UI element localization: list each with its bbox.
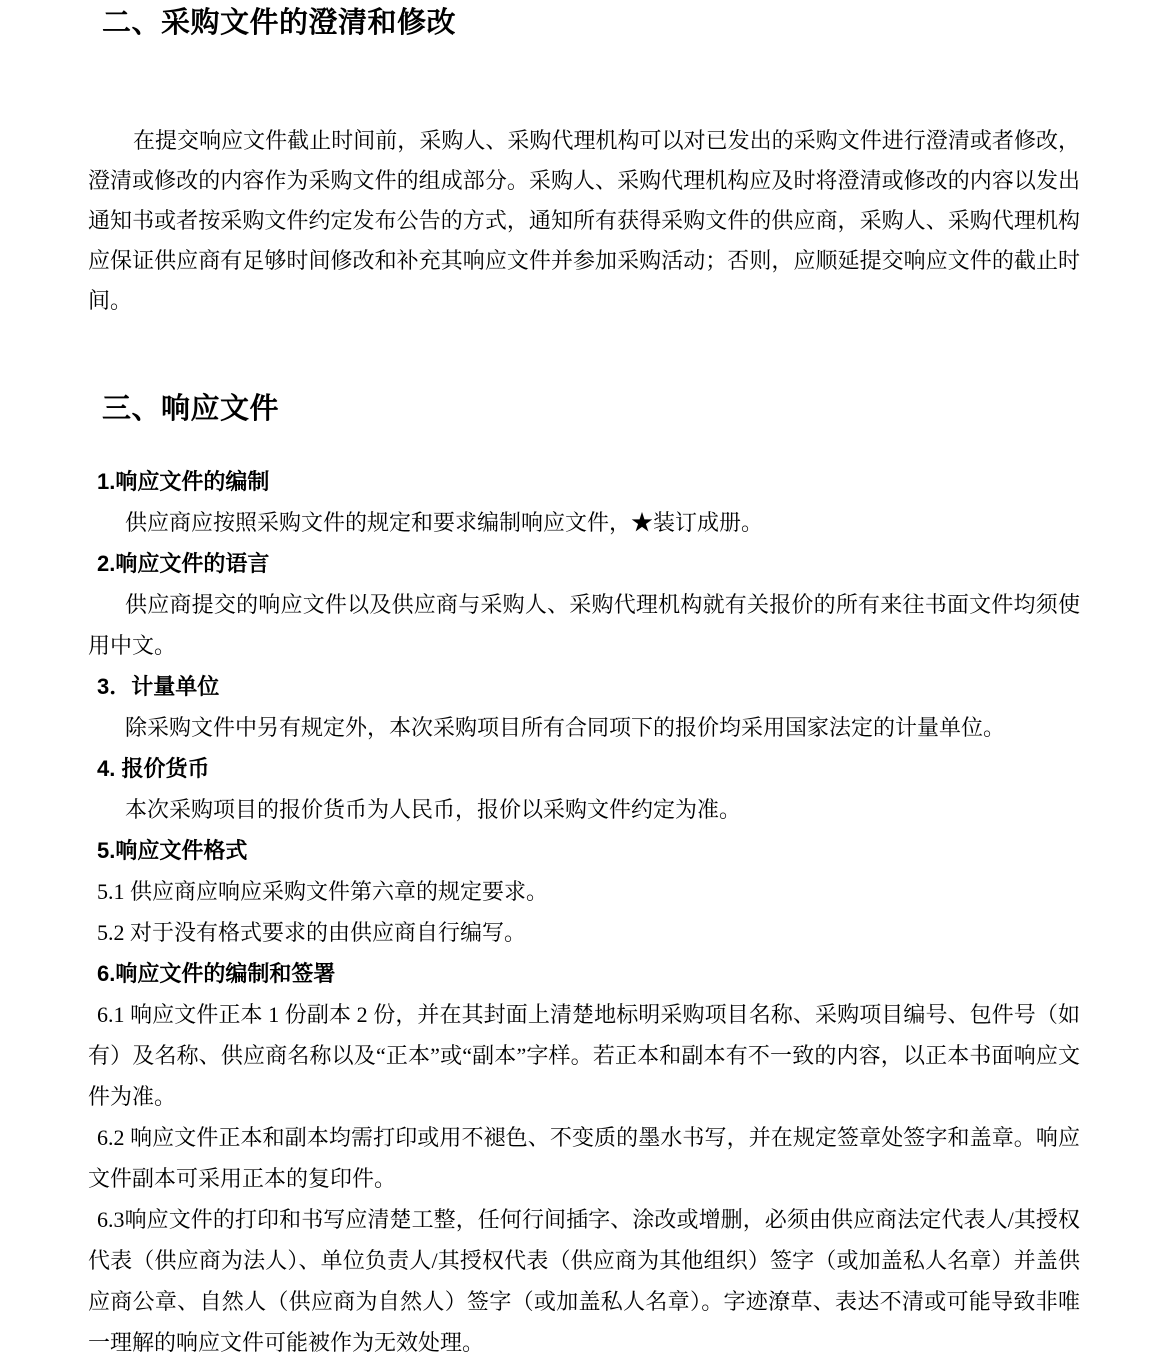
- section-2-paragraph: 在提交响应文件截止时间前，采购人、采购代理机构可以对已发出的采购文件进行澄清或者修改，澄清或修改的内容作为采购文件的组成部分。采购人、采购代理机构应及时将澄清或修改的内容以发出通知书或者按采购文件约定发布公告的方式，通知所有获得采购文件的供应商，采购人、采购代理机构应保证供应商有足够时间修改和补充其响应文件并参加采购活动；否则，应顺延提交响应文件的截止时间。: [88, 128, 1080, 313]
- clause-5-item-2: 5.2 对于没有格式要求的由供应商自行编写。: [97, 920, 527, 945]
- clause-6-item-1: 6.1 响应文件正本 1 份副本 2 份，并在其封面上清楚地标明采购项目名称、采购项目编号、包件号（如有）及名称、供应商名称以及“正本”或“副本”字样。若正本和副本有不一致的内容，以正本书面响应文件为准。: [88, 1002, 1080, 1109]
- section-3-clauses: [88, 461, 1080, 1363]
- clause-1-body: 供应商应按照采购文件的规定和要求编制响应文件，★装订成册。: [125, 510, 764, 535]
- clause-6-item-3: 6.3响应文件的打印和书写应清楚工整，任何行间插字、涂改或增删，必须由供应商法定代表人/其授权代表（供应商为法人）、单位负责人/其授权代表（供应商为其他组织）签字（或加盖私人名章）并盖供应商公章、自然人（供应商为自然人）签字（或加盖私人名章）。字迹潦草、表达不清或可能导致非唯一理解的响应文件可能被作为无效处理。: [88, 1207, 1080, 1355]
- clause-5-item-1: 5.1 供应商应响应采购文件第六章的规定要求。: [97, 879, 549, 904]
- clause-2-body: 供应商提交的响应文件以及供应商与采购人、采购代理机构就有关报价的所有来往书面文件均须使用中文。: [88, 592, 1080, 658]
- section-3-heading: 三、响应文件: [102, 393, 280, 425]
- clause-3-body: 除采购文件中另有规定外，本次采购项目所有合同项下的报价均采用国家法定的计量单位。: [125, 715, 1006, 740]
- clause-6-item-2: 6.2 响应文件正本和副本均需打印或用不褪色、不变质的墨水书写，并在规定签章处签字和盖章。响应文件副本可采用正本的复印件。: [88, 1125, 1080, 1191]
- clause-2-heading: 2.响应文件的语言: [97, 551, 270, 576]
- clause-3-heading: 3．计量单位: [97, 674, 220, 699]
- clause-6-heading: 6.响应文件的编制和签署: [97, 961, 336, 986]
- clause-4-body: 本次采购项目的报价货币为人民币，报价以采购文件约定为准。: [125, 797, 742, 822]
- clause-5-heading: 5.响应文件格式: [97, 838, 248, 863]
- clause-4-heading: 4. 报价货币: [97, 756, 210, 781]
- clause-1-heading: 1.响应文件的编制: [97, 469, 270, 494]
- section-2-heading: 二、采购文件的澄清和修改: [102, 7, 457, 39]
